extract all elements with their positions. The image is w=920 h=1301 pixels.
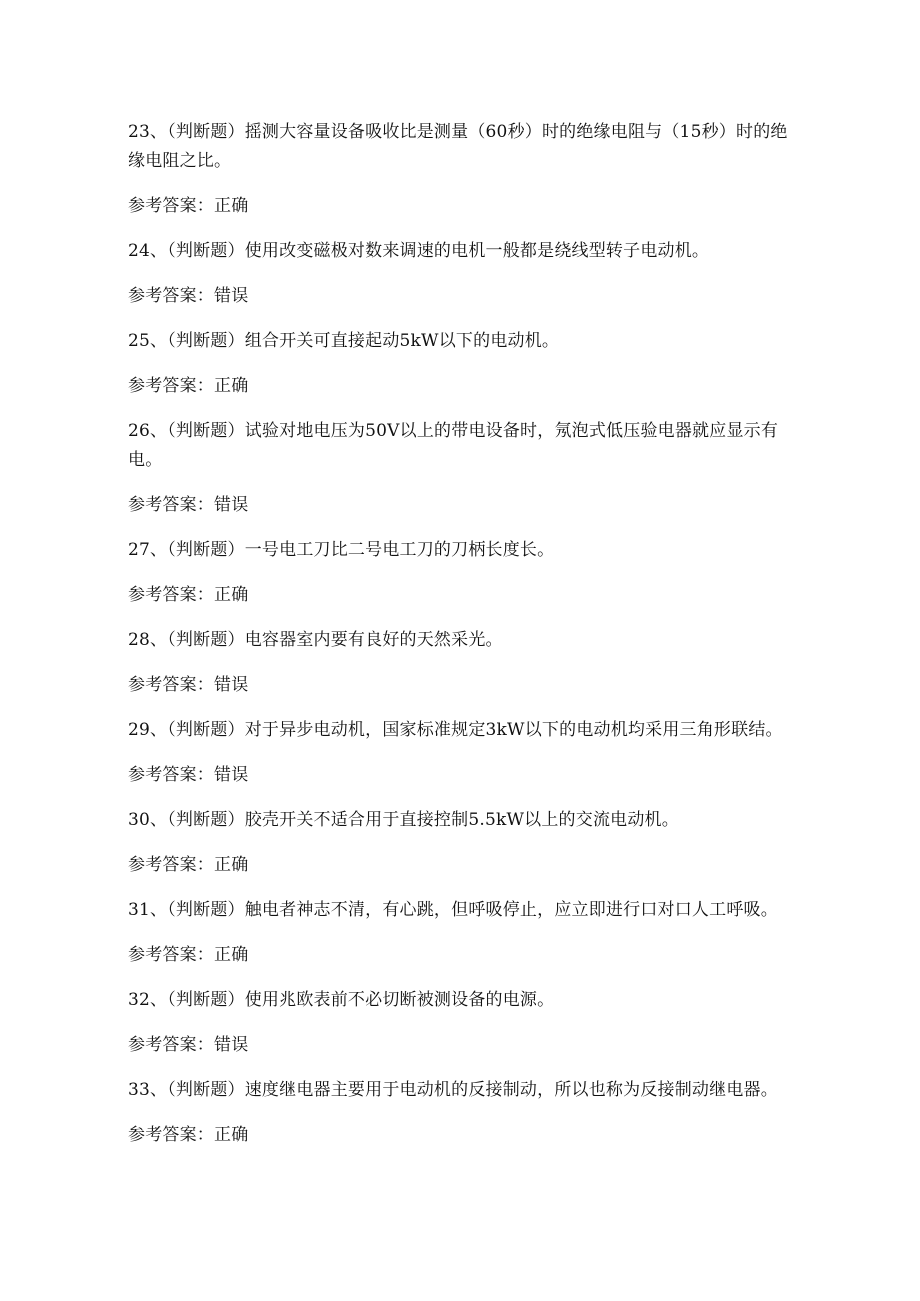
question-text: 28、（判断题）电容器室内要有良好的天然采光。 <box>128 630 503 650</box>
question-item-29 <box>128 716 788 790</box>
answer-text: 参考答案：错误 <box>128 495 249 515</box>
answer-text: 参考答案：错误 <box>128 286 249 306</box>
question-text: 32、（判断题）使用兆欧表前不必切断被测设备的电源。 <box>128 990 555 1010</box>
question-text: 31、（判断题）触电者神志不清，有心跳，但呼吸停止，应立即进行口对口人工呼吸。 <box>128 900 778 920</box>
question-text: 30、（判断题）胶壳开关不适合用于直接控制5.5kW以上的交流电动机。 <box>128 810 679 830</box>
question-item-24 <box>128 237 788 311</box>
answer-text: 参考答案：错误 <box>128 1035 249 1055</box>
question-item-32 <box>128 986 788 1060</box>
answer-text: 参考答案：正确 <box>128 855 249 875</box>
question-item-30 <box>128 806 788 880</box>
question-text: 26、（判断题）试验对地电压为50V以上的带电设备时，氖泡式低压验电器就应显示有电。 <box>128 421 779 470</box>
answer-text: 参考答案：正确 <box>128 196 249 216</box>
answer-text: 参考答案：正确 <box>128 376 249 396</box>
question-item-33 <box>128 1076 788 1150</box>
question-list <box>128 118 788 1166</box>
question-item-31 <box>128 896 788 970</box>
answer-text: 参考答案：正确 <box>128 1125 249 1145</box>
question-text: 29、（判断题）对于异步电动机，国家标准规定3kW以下的电动机均采用三角形联结。 <box>128 720 783 740</box>
question-text: 27、（判断题）一号电工刀比二号电工刀的刀柄长度长。 <box>128 540 555 560</box>
question-item-27 <box>128 536 788 610</box>
question-item-28 <box>128 626 788 700</box>
question-item-25 <box>128 327 788 401</box>
answer-text: 参考答案：错误 <box>128 675 249 695</box>
question-text: 23、（判断题）摇测大容量设备吸收比是测量（60秒）时的绝缘电阻与（15秒）时的绝缘电阻之比。 <box>128 122 788 171</box>
answer-text: 参考答案：错误 <box>128 765 249 785</box>
answer-text: 参考答案：正确 <box>128 945 249 965</box>
question-text: 33、（判断题）速度继电器主要用于电动机的反接制动，所以也称为反接制动继电器。 <box>128 1080 778 1100</box>
question-text: 24、（判断题）使用改变磁极对数来调速的电机一般都是绕线型转子电动机。 <box>128 241 710 261</box>
question-item-23 <box>128 118 788 221</box>
question-text: 25、（判断题）组合开关可直接起动5kW以下的电动机。 <box>128 331 560 351</box>
answer-text: 参考答案：正确 <box>128 585 249 605</box>
question-item-26 <box>128 417 788 520</box>
